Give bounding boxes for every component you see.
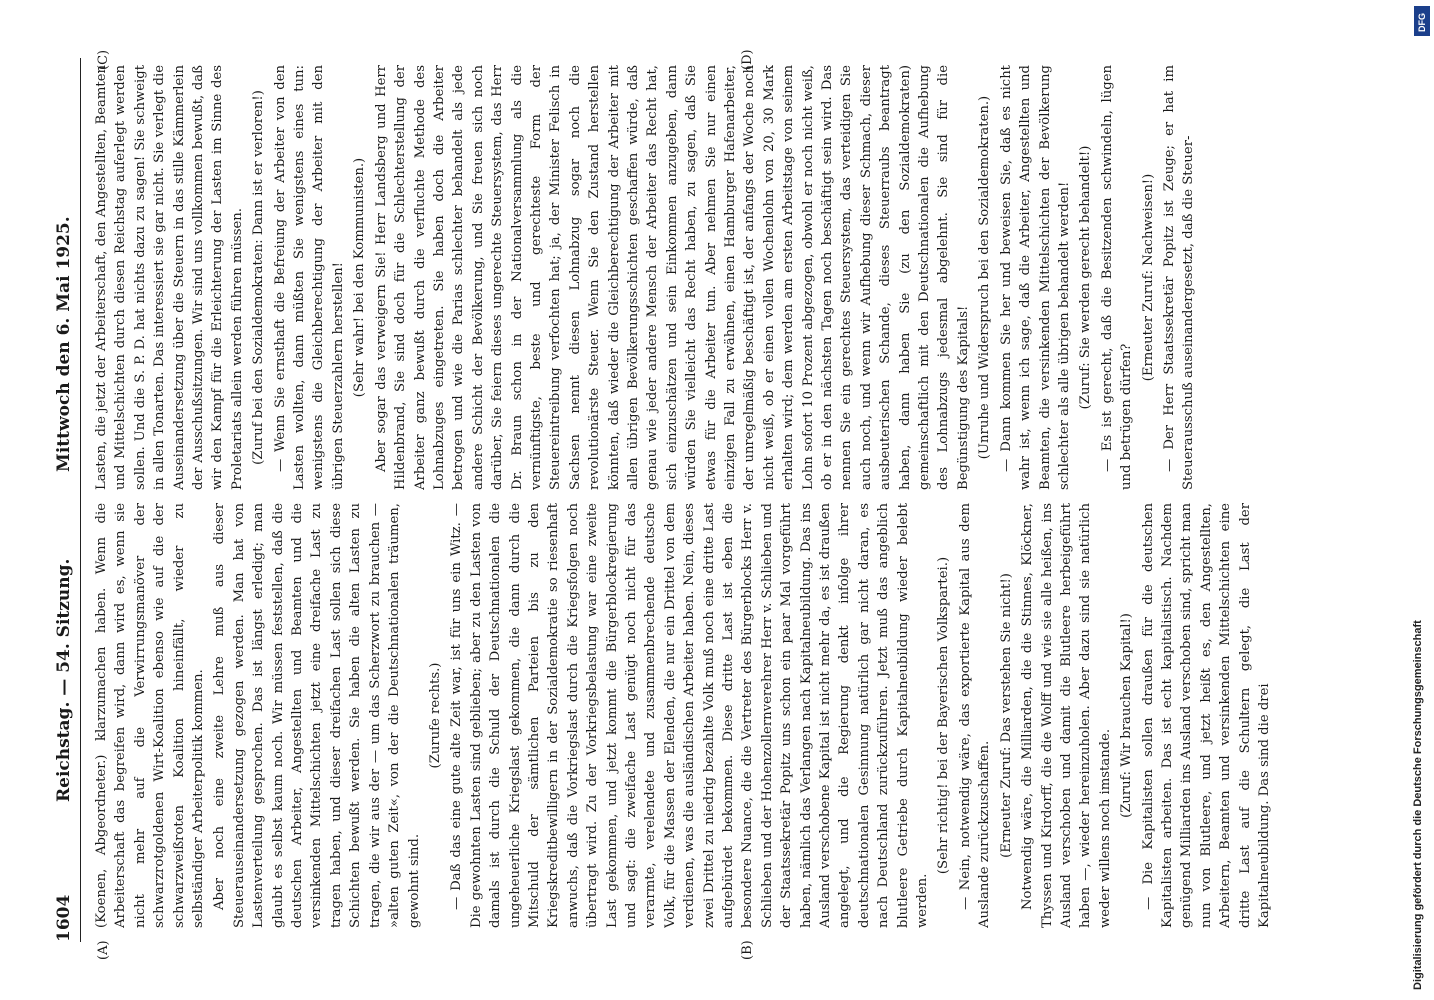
header-left: Reichstag. — 54. Sitzung. (54, 558, 74, 802)
scanned-page (40, 40, 1400, 960)
paragraph: — Nein, notwendig wäre, das exportierte Kapital aus dem Auslande zurückzuschaffen. (957, 503, 993, 928)
paragraph: (Koenen, Abgeordneter.) klarzumachen haben. Wenn die Arbeiterschaft das begreifen wird, dann wird es, wenn sie nicht mehr auf die Verwirrungsmanöver der schwarzrotgoldenen Wirt-Koalition ebenso wie auf die der schwarzweißroten Koalition hineinfällt, wieder zu selbständiger Arbeiterpolitik kommen. (94, 503, 207, 928)
page-number: 1604 (54, 894, 74, 942)
digitization-sidebar (1404, 0, 1434, 1000)
paragraph: — Dann kommen Sie her und beweisen Sie, daß es nicht wahr ist, wenn ich sage, daß die Arbeiter, Angestellten und Beamten, die versinkenden Mittelschichten der Bevölkerung schlechter als alle übrigen behandelt werden! (998, 65, 1072, 490)
interjection: (Zuruf bei den Sozialdemokraten: Dann ist er verloren!) (251, 90, 267, 465)
header-right: Mittwoch den 6. Mai 1925. (54, 216, 74, 472)
rotated-page-content (40, 40, 1400, 960)
left-column (92, 503, 1382, 928)
digitization-credit: Digitalisierung gefördert durch die Deutsche Forschungsgemeinschaft (1412, 620, 1424, 990)
paragraph: Notwendig wäre, die Milliarden, die die Stinnes, Klöckner, Thyssen und Kirdorff, die die Wolff und wie sie alle heißen, ins Ausland verschoben und damit die Blutleere herbeigeführt haben —, wieder hereinzuholen. Aber dazu sind sie natürlich weder willens noch imstande. (1020, 503, 1113, 928)
page-header (50, 58, 81, 942)
paragraph: Lasten, die jetzt der Arbeiterschaft, den Angestellten, Beamten und Mittelschichten durch diesen Reichstag auferlegt werden sollen. Und die S. P. D. hat nichts dazu zu sagen! Sie schweigt in allen Tonarten. Das interessiert sie gar nicht. Sie verlegt die Auseinandersetzung über die Steuern in das stille Kämmerlein der Ausschußsitzungen. Wir sind uns vollkommen bewußt, daß wir den Kampf für die Erleichterung der Lasten im Sinne des Proletariats allein werden führen müssen. (94, 65, 245, 490)
interjection: (Zurufe rechts.) (427, 662, 443, 769)
dfg-badge-text: DFG (1417, 13, 1427, 32)
dfg-logo-badge (1414, 6, 1430, 36)
margin-marker-a: (A) (96, 940, 111, 960)
margin-marker-b: (B) (740, 940, 755, 960)
margin-marker-c: (C) (96, 49, 111, 70)
paragraph: — Der Herr Staatssekretär Popitz ist Zeuge; er hat im Steuerausschuß auseinandergesetzt, daß die Steuer- (1161, 65, 1197, 490)
interjection: (Sehr wahr! bei den Kommunisten.) (352, 157, 368, 398)
margin-marker-d: (D) (740, 49, 755, 70)
paragraph: — Daß das eine gute alte Zeit war, ist für uns ein Witz. — Die gewohnten Lasten sind geblieben; aber zu den Lasten von damals ist durch die Schuld der Deutschnationalen die ungeheuerliche Kriegslast gekommen, die dann durch die Mitschuld der sämtlichen Parteien bis zu den Kriegskreditbewilligern in der Sozialdemokratie so riesenhaft anwuchs, daß die Vorkriegslast durch die Kriegsfolgen noch übertragt wird. Zu der Vorkriegsbelastung war eine zweite Last gekommen, und jetzt kommt die Bürgerblockregierung und sagt: die zweifache Last genügt noch nicht für das verarmte, verelendete und zusammenbrechende deutsche Volk, für die Massen der Elenden, die nur ein Drittel von dem verdienen, was die ausländischen Arbeiter haben. Nein, dieses zwei Drittel zu niedrig bezahlte Volk muß noch eine dritte Last aufgebürdet bekommen. Diese dritte Last ist eben die besondere Nuance, die die Vertreter des Bürgerblocks Herr v. Schlieben und der Hohenzollernverehrer Herr v. Schlieben und der Staatssekretär Popitz uns schon ein paar Mal vorgeführt haben, nämlich das Verlangen nach Kapitalneubildung. Das ins Ausland verschobene Kapital ist nicht mehr da, es ist draußen angelegt, und die Regierung denkt infolge ihrer deutschnationalen Gesinnung natürlich gar nicht daran, es nach Deutschland zurückzuführen. Jetzt muß das angeblich blutleere Getriebe durch Kapitalneubildung wieder belebt werden. (449, 503, 931, 928)
paragraph: — Die Kapitalisten sollen draußen für die deutschen Kapitalisten arbeiten. Das ist echt kapitalistisch. Nachdem genügend Milliarden ins Ausland verschoben sind, spricht man nun von Blutleere, und jetzt heißt es, den Angestellten, Arbeitern, Beamten und versinkenden Mittelschichten eine dritte Last auf die Schultern gelegt, die Last der Kapitalneubildung. Das sind die drei (1140, 503, 1272, 928)
interjection: (Zuruf: Sie werden gerecht behandelt!) (1078, 145, 1094, 410)
right-column (92, 65, 1382, 490)
paragraph: Aber sogar das verweigern Sie! Herr Landsberg und Herr Hildenbrand, Sie sind doch für die Schlechterstellung der Arbeiter ganz bewußt durch die verfluchte Methode des Lohnabzuges eingetreten. Sie haben doch die Arbeiter betrogen und wie die Parias schlechter behandelt als jede andere Schicht der Bevölkerung, und Sie freuen sich noch darüber, Sie feiern dieses ungerechte Steuersystem, das Herr Dr. Braun schon in der Nationalversammlung als die vernünftigste, beste und gerechteste Form der Steuereintreibung verfochten hat; ja, der Minister Felisch in Sachsen nennt diesen Lohnabzug sogar noch die revolutionärste Steuer. Wenn Sie den Zustand herstellen könnten, daß wieder die Gleichberechtigung der Arbeiter mit allen übrigen Bevölkerungsschichten geschaffen würde, daß genau wie jeder andere Mensch der Arbeiter das Recht hat, sich einzuschätzen und sein Einkommen anzugeben, dann würden Sie vielleicht das Recht haben, zu sagen, daß Sie etwas für die Arbeiter tun. Aber nehmen Sie nur einen einzigen Fall zu erwähnen, einen Hamburger Hafenarbeiter, der unregelmäßig beschäftigt ist, der anfangs der Woche noch nicht weiß, ob er einen vollen Wochenlohn von 20, 30 Mark erhalten wird; dem werden am ersten Arbeitstage von seinem Lohn sofort 10 Prozent abgezogen, obwohl er noch nicht weiß, ob er in den nächsten Tagen noch beschäftigt sein wird. Das nennen Sie ein gerechtes Steuersystem, das verteidigen Sie auch noch, und wenn wir Aufhebung dieser Schmach, dieser ausbeuterischen Schande, dieses Steuerraubs beantragt haben, dann haben Sie (zu den Sozialdemokraten) gemeinschaftlich mit den Deutschnationalen die Aufhebung des Lohnabzugs jedesmal abgelehnt. Sie sind für die Begünstigung des Kapitals! (373, 65, 971, 490)
interjection: (Zuruf: Wir brauchen Kapital!) (1119, 613, 1135, 818)
paragraph: Aber noch eine zweite Lehre muß aus dieser Steuerauseinandersetzung gezogen werden. Man hat von Lastenverteilung gesprochen. Das ist längst erledigt; man glaubt es selbst kaum noch. Wir müssen feststellen, daß die deutschen Arbeiter, Angestellten und Beamten und die versinkenden Mittelschichten jetzt eine dreifache Last zu tragen haben, und dieser dreifachen Last sollen sich diese Schichten bewußt werden. Sie haben die alten Lasten zu tragen, die wir aus der — um das Scherzwort zu brauchen — »alten guten Zeit«, von der die Deutschnationalen träumen, gewohnt sind. (212, 503, 422, 928)
paragraph: — Es ist gerecht, daß die Besitzenden schwindeln, lügen und betrügen dürfen? (1099, 65, 1135, 490)
interjection: (Sehr richtig! bei der Bayerischen Volkspartei.) (936, 556, 952, 875)
interjection: (Erneuter Zuruf: Das verstehen Sie nicht!) (998, 573, 1014, 858)
interjection: (Erneuter Zuruf: Nachweisen!) (1140, 173, 1156, 382)
interjection: (Unruhe und Widerspruch bei den Sozialdemokraten.) (977, 95, 993, 460)
paragraph: — Wenn Sie ernsthaft die Befreiung der Arbeiter von den Lasten wollten, dann müßten Sie wenigstens eines tun: wenigstens die Gleichberechtigung der Arbeiter mit den übrigen Steuerzahlern herstellen! (272, 65, 346, 490)
